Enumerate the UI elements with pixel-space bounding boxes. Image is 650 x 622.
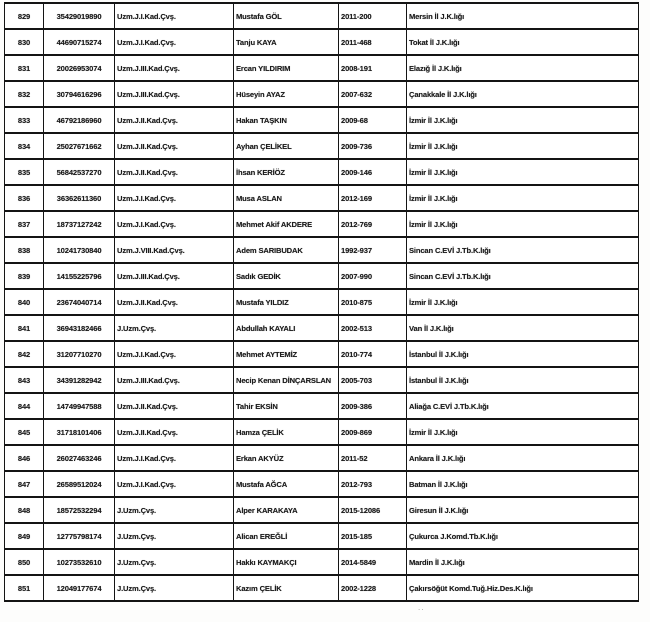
unit-cell: İzmir İl J.K.lığı [407,289,639,315]
row-number-cell: 837 [5,211,44,237]
name-cell: Mehmet AYTEMİZ [234,341,339,367]
unit-cell: İzmir İl J.K.lığı [407,133,639,159]
unit-cell: Sincan C.EVİ J.Tb.K.lığı [407,263,639,289]
national-id-cell: 14749947588 [44,393,115,419]
name-cell: Alican EREĞLİ [234,523,339,549]
table-row [5,211,639,237]
registry-number-cell: 2002-1228 [339,575,407,601]
table-row [5,3,639,29]
unit-cell: Aliağa C.EVİ J.Tb.K.lığı [407,393,639,419]
rank-cell: Uzm.J.I.Kad.Çvş. [115,445,234,471]
registry-number-cell: 2015-12086 [339,497,407,523]
row-number-cell: 829 [5,3,44,29]
name-cell: Ercan YILDIRIM [234,55,339,81]
registry-number-cell: 2011-468 [339,29,407,55]
table-row [5,549,639,575]
row-number-cell: 831 [5,55,44,81]
registry-number-cell: 2007-632 [339,81,407,107]
table-row [5,445,639,471]
national-id-cell: 31718101406 [44,419,115,445]
national-id-cell: 31207710270 [44,341,115,367]
row-number-cell: 841 [5,315,44,341]
unit-cell: Giresun İl J.K.lığı [407,497,639,523]
table-row [5,367,639,393]
unit-cell: Ankara İl J.K.lığı [407,445,639,471]
name-cell: Abdullah KAYALI [234,315,339,341]
rank-cell: Uzm.J.I.Kad.Çvş. [115,211,234,237]
row-number-cell: 846 [5,445,44,471]
table-row [5,315,639,341]
rank-cell: J.Uzm.Çvş. [115,315,234,341]
name-cell: Hüseyin AYAZ [234,81,339,107]
registry-number-cell: 2009-386 [339,393,407,419]
personnel-roster-table [4,2,639,602]
rank-cell: J.Uzm.Çvş. [115,523,234,549]
registry-number-cell: 2010-774 [339,341,407,367]
name-cell: Hakkı KAYMAKÇI [234,549,339,575]
name-cell: Hamza ÇELİK [234,419,339,445]
name-cell: Tanju KAYA [234,29,339,55]
registry-number-cell: 2014-5849 [339,549,407,575]
row-number-cell: 847 [5,471,44,497]
registry-number-cell: 2009-68 [339,107,407,133]
rank-cell: Uzm.J.II.Kad.Çvş. [115,393,234,419]
rank-cell: Uzm.J.I.Kad.Çvş. [115,341,234,367]
registry-number-cell: 2009-736 [339,133,407,159]
rank-cell: J.Uzm.Çvş. [115,549,234,575]
table-row [5,133,639,159]
registry-number-cell: 2008-191 [339,55,407,81]
national-id-cell: 18737127242 [44,211,115,237]
table-row [5,471,639,497]
rank-cell: Uzm.J.I.Kad.Çvş. [115,29,234,55]
national-id-cell: 14155225796 [44,263,115,289]
table-row [5,575,639,601]
national-id-cell: 23674040714 [44,289,115,315]
name-cell: Adem SARIBUDAK [234,237,339,263]
row-number-cell: 850 [5,549,44,575]
rank-cell: Uzm.J.III.Kad.Çvş. [115,55,234,81]
national-id-cell: 36362611360 [44,185,115,211]
national-id-cell: 10241730840 [44,237,115,263]
national-id-cell: 25027671662 [44,133,115,159]
rank-cell: J.Uzm.Çvş. [115,497,234,523]
rank-cell: Uzm.J.II.Kad.Çvş. [115,107,234,133]
rank-cell: Uzm.J.VIII.Kad.Çvş. [115,237,234,263]
row-number-cell: 838 [5,237,44,263]
registry-number-cell: 2005-703 [339,367,407,393]
name-cell: Hakan TAŞKIN [234,107,339,133]
national-id-cell: 30794616296 [44,81,115,107]
name-cell: Sadık GEDİK [234,263,339,289]
registry-number-cell: 2012-769 [339,211,407,237]
table-row [5,29,639,55]
registry-number-cell: 2009-869 [339,419,407,445]
rank-cell: Uzm.J.II.Kad.Çvş. [115,133,234,159]
unit-cell: Mersin İl J.K.lığı [407,3,639,29]
rank-cell: Uzm.J.I.Kad.Çvş. [115,471,234,497]
name-cell: İhsan KERİÖZ [234,159,339,185]
row-number-cell: 835 [5,159,44,185]
rank-cell: Uzm.J.I.Kad.Çvş. [115,3,234,29]
name-cell: Mustafa AĞCA [234,471,339,497]
registry-number-cell: 2015-185 [339,523,407,549]
table-row [5,341,639,367]
table-row [5,497,639,523]
unit-cell: İzmir İl J.K.lığı [407,107,639,133]
unit-cell: İzmir İl J.K.lığı [407,185,639,211]
unit-cell: Van İl J.K.lığı [407,315,639,341]
table-row [5,393,639,419]
national-id-cell: 12775798174 [44,523,115,549]
row-number-cell: 851 [5,575,44,601]
table-row [5,185,639,211]
row-number-cell: 833 [5,107,44,133]
national-id-cell: 35429019890 [44,3,115,29]
name-cell: Erkan AKYÜZ [234,445,339,471]
national-id-cell: 10273532610 [44,549,115,575]
unit-cell: Elazığ İl J.K.lığı [407,55,639,81]
name-cell: Kazım ÇELİK [234,575,339,601]
unit-cell: Batman İl J.K.lığı [407,471,639,497]
table-row [5,159,639,185]
name-cell: Necip Kenan DİNÇARSLAN [234,367,339,393]
row-number-cell: 849 [5,523,44,549]
unit-cell: İstanbul İl J.K.lığı [407,367,639,393]
registry-number-cell: 2012-169 [339,185,407,211]
table-row [5,289,639,315]
national-id-cell: 34391282942 [44,367,115,393]
name-cell: Mehmet Akif AKDERE [234,211,339,237]
registry-number-cell: 2009-146 [339,159,407,185]
national-id-cell: 36943182466 [44,315,115,341]
table-row [5,419,639,445]
unit-cell: Çanakkale İl J.K.lığı [407,81,639,107]
unit-cell: Mardin İl J.K.lığı [407,549,639,575]
row-number-cell: 832 [5,81,44,107]
rank-cell: Uzm.J.III.Kad.Çvş. [115,81,234,107]
unit-cell: İzmir İl J.K.lığı [407,211,639,237]
rank-cell: Uzm.J.I.Kad.Çvş. [115,185,234,211]
scan-artifact-mark: .. [418,603,425,612]
national-id-cell: 44690715274 [44,29,115,55]
row-number-cell: 839 [5,263,44,289]
registry-number-cell: 1992-937 [339,237,407,263]
row-number-cell: 834 [5,133,44,159]
national-id-cell: 26027463246 [44,445,115,471]
national-id-cell: 20026953074 [44,55,115,81]
registry-number-cell: 2011-52 [339,445,407,471]
national-id-cell: 26589512024 [44,471,115,497]
registry-number-cell: 2012-793 [339,471,407,497]
registry-number-cell: 2002-513 [339,315,407,341]
rank-cell: Uzm.J.III.Kad.Çvş. [115,367,234,393]
unit-cell: İstanbul İl J.K.lığı [407,341,639,367]
table-row [5,107,639,133]
name-cell: Tahir EKSİN [234,393,339,419]
rank-cell: Uzm.J.II.Kad.Çvş. [115,419,234,445]
national-id-cell: 18572532294 [44,497,115,523]
personnel-roster-body [5,3,639,601]
registry-number-cell: 2011-200 [339,3,407,29]
unit-cell: Tokat İl J.K.lığı [407,29,639,55]
row-number-cell: 843 [5,367,44,393]
row-number-cell: 845 [5,419,44,445]
name-cell: Musa ASLAN [234,185,339,211]
table-row [5,263,639,289]
name-cell: Mustafa GÖL [234,3,339,29]
unit-cell: İzmir İl J.K.lığı [407,419,639,445]
unit-cell: Sincan C.EVİ J.Tb.K.lığı [407,237,639,263]
row-number-cell: 842 [5,341,44,367]
table-row [5,237,639,263]
registry-number-cell: 2007-990 [339,263,407,289]
row-number-cell: 840 [5,289,44,315]
row-number-cell: 836 [5,185,44,211]
registry-number-cell: 2010-875 [339,289,407,315]
unit-cell: Çakırsöğüt Komd.Tuğ.Hiz.Des.K.lığı [407,575,639,601]
unit-cell: İzmir İl J.K.lığı [407,159,639,185]
rank-cell: J.Uzm.Çvş. [115,575,234,601]
row-number-cell: 844 [5,393,44,419]
rank-cell: Uzm.J.II.Kad.Çvş. [115,289,234,315]
name-cell: Ayhan ÇELİKEL [234,133,339,159]
national-id-cell: 56842537270 [44,159,115,185]
table-row [5,55,639,81]
national-id-cell: 12049177674 [44,575,115,601]
rank-cell: Uzm.J.II.Kad.Çvş. [115,159,234,185]
table-row [5,523,639,549]
table-row [5,81,639,107]
national-id-cell: 46792186960 [44,107,115,133]
row-number-cell: 830 [5,29,44,55]
row-number-cell: 848 [5,497,44,523]
unit-cell: Çukurca J.Komd.Tb.K.lığı [407,523,639,549]
rank-cell: Uzm.J.III.Kad.Çvş. [115,263,234,289]
name-cell: Alper KARAKAYA [234,497,339,523]
name-cell: Mustafa YILDIZ [234,289,339,315]
